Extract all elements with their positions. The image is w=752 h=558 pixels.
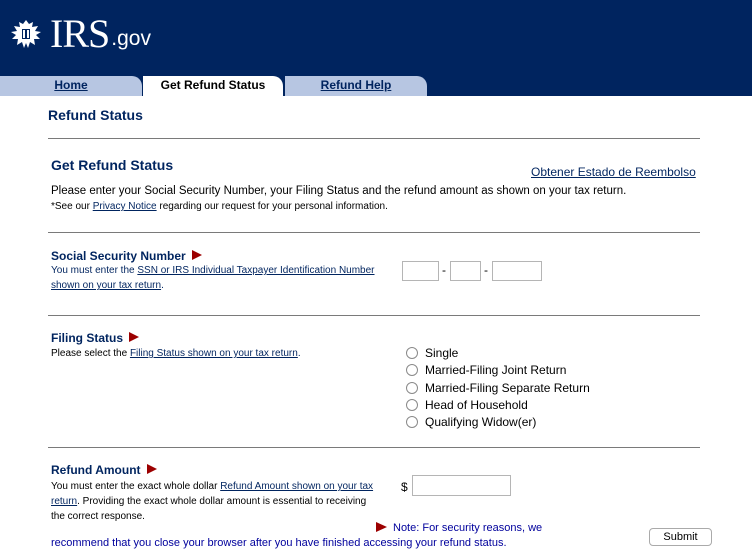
ssn-desc-post: .	[161, 280, 164, 291]
ssn-heading	[51, 249, 202, 263]
radio-married-joint[interactable]	[406, 362, 566, 378]
radio-button[interactable]	[406, 382, 418, 394]
ssn-part1-input[interactable]	[402, 261, 439, 281]
radio-married-separate[interactable]	[406, 380, 590, 396]
divider	[48, 138, 700, 139]
ssn-dash: -	[442, 263, 446, 277]
tab-home-link[interactable]: Home	[54, 78, 88, 92]
privacy-pre: *See our	[51, 201, 93, 212]
radio-label: Single	[425, 346, 459, 360]
radio-label: Married-Filing Joint Return	[425, 363, 567, 377]
filing-status-link[interactable]: Filing Status shown on your tax return	[129, 348, 298, 359]
eagle-seal-icon	[6, 14, 46, 54]
ssn-description	[51, 263, 381, 293]
refund-desc-post: . Providing the exact whole dollar amount is essential to receiving the correct response.	[51, 496, 367, 522]
main-nav	[0, 76, 752, 96]
divider	[48, 447, 700, 448]
submit-button[interactable]: Submit	[649, 528, 712, 546]
get-refund-heading: Get Refund Status	[51, 157, 174, 173]
refund-desc-pre: You must enter the exact whole dollar	[51, 481, 221, 492]
tab-refund-help-link[interactable]: Refund Help	[320, 78, 392, 92]
radio-head-of-household[interactable]	[406, 397, 528, 413]
radio-single[interactable]	[406, 345, 458, 361]
security-note-line1	[376, 521, 542, 536]
site-header	[0, 0, 752, 96]
refund-title: Refund Amount	[51, 463, 141, 477]
intro-text: Please enter your Social Security Number, your Filing Status and the refund amount as shown on your tax return.	[51, 185, 627, 197]
ssn-title: Social Security Number	[51, 249, 186, 263]
radio-button[interactable]	[406, 416, 418, 428]
radio-qualifying-widow[interactable]	[406, 414, 536, 430]
irs-logo[interactable]	[6, 11, 151, 56]
radio-button[interactable]	[406, 347, 418, 359]
filing-desc-post: .	[297, 348, 301, 359]
arrow-icon	[129, 332, 139, 342]
filing-status-heading	[51, 331, 139, 345]
spanish-link[interactable]: Obtener Estado de Reembolso	[531, 165, 696, 179]
radio-button[interactable]	[406, 399, 418, 411]
security-note-line2: recommend that you close your browser after you have finished accessing your refund status.	[51, 537, 507, 549]
ssn-help-link[interactable]: SSN or IRS Individual Taxpayer Identification Number shown on your tax return	[51, 265, 375, 291]
note-text-1: Note: For security reasons, we	[393, 522, 543, 534]
privacy-notice-link[interactable]: Privacy Notice	[92, 201, 157, 212]
arrow-icon	[147, 464, 157, 474]
radio-label: Qualifying Widow(er)	[425, 415, 537, 429]
tab-refund-help[interactable]	[285, 76, 427, 96]
currency-symbol: $	[401, 480, 408, 494]
privacy-post: regarding our request for your personal information.	[156, 201, 388, 212]
radio-label: Head of Household	[425, 398, 528, 412]
divider	[48, 315, 700, 316]
tab-get-refund-status[interactable]: Get Refund Status	[143, 76, 283, 96]
arrow-icon	[376, 522, 387, 532]
refund-description	[51, 479, 381, 524]
ssn-dash: -	[484, 263, 488, 277]
logo-gov-text: .gov	[111, 27, 151, 50]
filing-desc-pre: Please select the	[51, 348, 130, 359]
filing-title: Filing Status	[51, 331, 123, 345]
filing-description	[51, 346, 381, 361]
divider	[48, 232, 700, 233]
ssn-desc-pre: You must enter the	[51, 265, 138, 276]
refund-amount-input[interactable]	[412, 475, 511, 496]
refund-amount-heading	[51, 463, 157, 477]
ssn-part3-input[interactable]	[492, 261, 542, 281]
refund-amount-link[interactable]: Refund Amount shown on your tax return	[51, 481, 374, 507]
logo-irs-text: IRS	[50, 11, 110, 56]
arrow-icon	[192, 250, 202, 260]
tab-home[interactable]	[0, 76, 142, 96]
page-title: Refund Status	[48, 107, 143, 123]
radio-label: Married-Filing Separate Return	[425, 381, 590, 395]
radio-button[interactable]	[406, 364, 418, 376]
ssn-part2-input[interactable]	[450, 261, 481, 281]
privacy-text	[51, 200, 691, 213]
